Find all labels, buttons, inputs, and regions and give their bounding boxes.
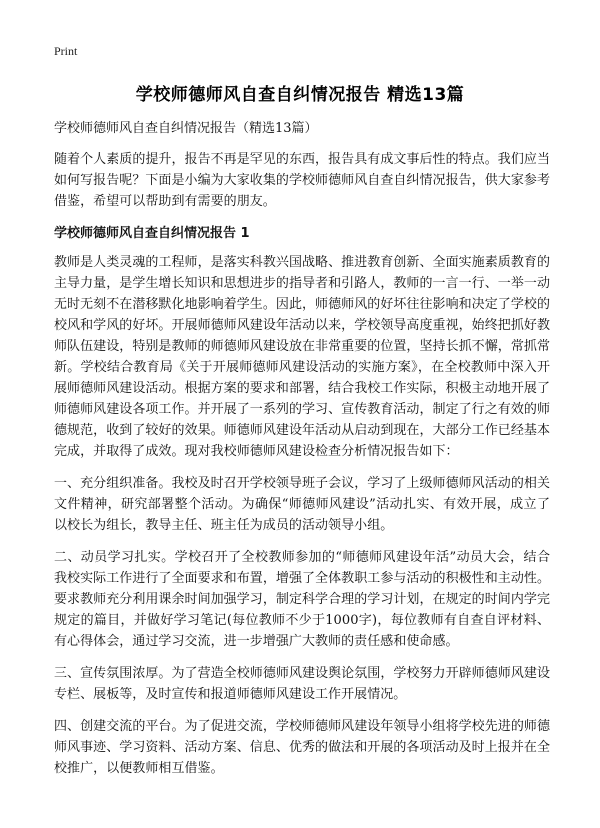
article-body <box>54 118 550 790</box>
body-paragraph-3: 二、动员学习扎实。学校召开了全校教师参加的“师德师风建设年活”动员大会，结合我校实际工作进行了全面要求和布置，增强了全体教职工参与活动的积极性和主动性。要求教师充分利用课余时间加强学习，制定科学合理的学习计划，在规定的时间内学完规定的篇目，并做好学习笔记(每位教师不少于1000字)，每位教师有自查自评材料、有心得体会，通过学习交流，进一步增强广大教师的责任感和使命感。 <box>54 550 550 649</box>
article-subtitle: 学校师德师风自查自纠情况报告（精选13篇） <box>54 121 318 136</box>
body-paragraph-5: 四、创建交流的平台。为了促进交流，学校师德师风建设年领导小组将学校先进的师德师风事迹、学习资料、活动方案、信息、优秀的做法和开展的各项活动及时上报并在全校推广，以便教师相互借鉴。 <box>54 719 550 776</box>
print-link[interactable]: Print <box>54 44 78 58</box>
section-heading: 学校师德师风自查自纠情况报告 1 <box>54 226 250 241</box>
body-paragraph-4: 三、宣传氛围浓厚。为了营造全校师德师风建设舆论氛围，学校努力开辟师德师风建设专栏、展板等，及时宣传和报道师德师风建设工作开展情况。 <box>54 666 550 702</box>
intro-paragraph: 随着个人素质的提升，报告不再是罕见的东西，报告具有成文事后性的特点。我们应当如何写报告呢？下面是小编为大家收集的学校师德师风自查自纠情况报告，供大家参考借鉴，希望可以帮助到有需要的朋友。 <box>54 152 550 209</box>
body-paragraph-1: 教师是人类灵魂的工程师，是落实科教兴国战略、推进教育创新、全面实施素质教育的主导力量，是学生增长知识和思想进步的指导者和引路人，教师的一言一行、一举一动无时无刻不在潜移默化地影响着学生。因此，师德师风的好坏往往影响和决定了学校的校风和学风的好坏。开展师德师风建设年活动以来，学校领导高度重视，始终把抓好教师队伍建设，特别是教师的师德师风建设放在非常重要的位置，坚持长抓不懈，常抓常新。学校结合教育局《关于开展师德师风建设活动的实施方案》，在全校教师中深入开展师德师风建设活动。根据方案的要求和部署，结合我校工作实际，积极主动地开展了师德师风建设各项工作。并开展了一系列的学习、宣传教育活动，制定了行之有效的师德规范，收到了较好的效果。师德师风建设年活动从启动到现在，大部分工作已经基本完成，并取得了成效。现对我校师德师风建设检查分析情况报告如下： <box>54 255 550 459</box>
page-title: 学校师德师风自查自纠情况报告 精选13篇 <box>135 85 465 105</box>
body-paragraph-2: 一、充分组织准备。我校及时召开学校领导班子会议，学习了上级师德师风活动的相关文件精神，研究部署整个活动。为确保“师德师风建设”活动扎实、有效开展，成立了以校长为组长，教导主任、班主任为成员的活动领导小组。 <box>54 476 550 533</box>
